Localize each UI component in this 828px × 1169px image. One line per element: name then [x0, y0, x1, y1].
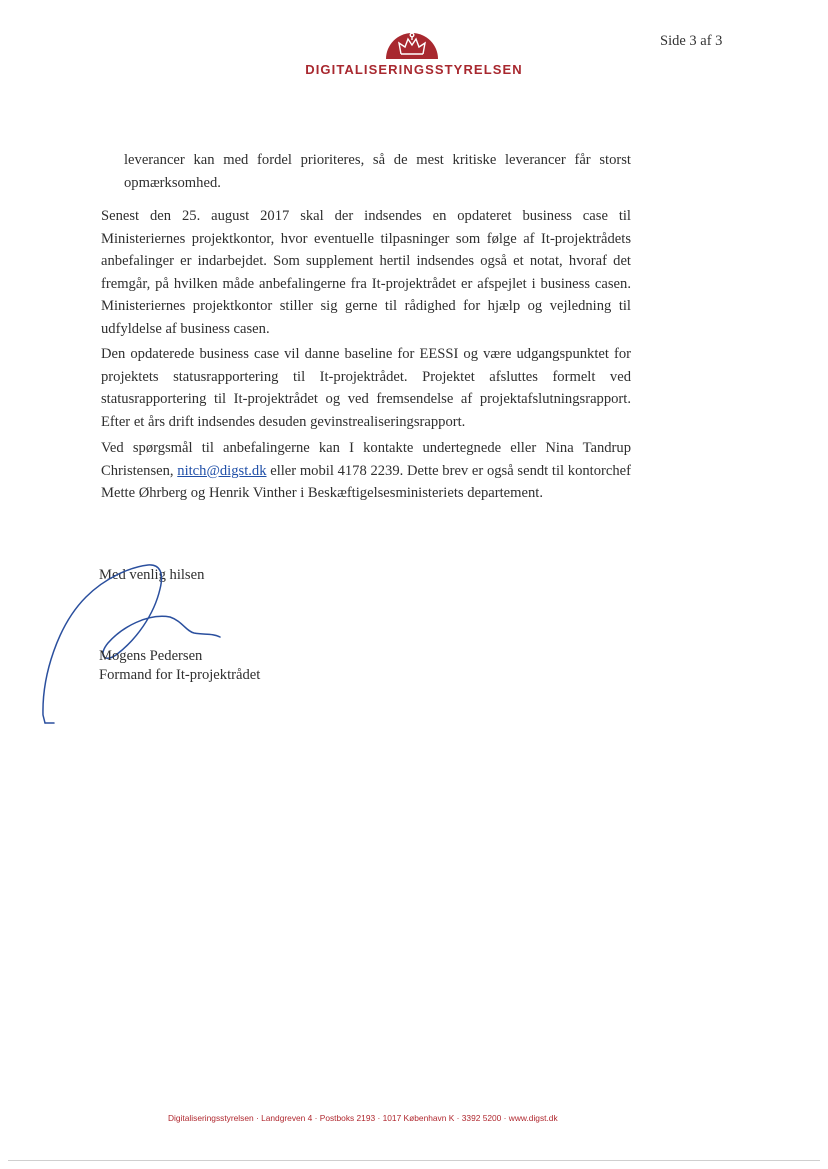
contact-text-end: eller mobil 4178 2239. Dette brev er også sendt til kontorchef Mette Øhrberg og Henrik Vinther i Beskæftigelsesministeriets departement. — [101, 462, 631, 501]
footer-address: Digitaliseringsstyrelsen · Landgreven 4 · Postboks 2193 · 1017 København K · 3392 5200 · www.digst.dk — [168, 1113, 558, 1123]
paragraph-business-case: Senest den 25. august 2017 skal der indsendes en opdateret business case til Ministeriernes projektkontor, hvor eventuelle tilpasninger som følge af It-projektrådets anbefalinger er indarbejdet. Som supplement hertil indsendes også et notat, hvoraf det fremgår, på hvilken måde anbefalingerne fra It-projektrådet er afspejlet i business casen. Ministeriernes projektkontor stiller sig gerne til rådighed for hjælp og vejledning til udfyldelse af business casen. — [101, 208, 631, 337]
crown-icon — [382, 26, 442, 62]
page-bottom-edge — [8, 1160, 820, 1161]
paragraph-baseline: Den opdaterede business case vil danne baseline for EESSI og være udgangspunktet for projektets statusrapportering til It-projektrådet. Projektet afsluttes formelt ved statusrapportering til It-projektrådet og ved fremsendelse af projektafslutningsrapport. Efter et års drift indsendes desuden gevinstrealiseringsrapport. — [101, 346, 631, 430]
organization-name: DIGITALISERINGSSTYRELSEN — [305, 62, 523, 77]
email-link[interactable]: nitch@digst.dk — [177, 462, 267, 479]
closing-greeting: Med venlig hilsen — [99, 567, 205, 583]
continued-paragraph: leverancer kan med fordel prioriteres, så de mest kritiske leverancer får storst opmærksomhed. — [124, 152, 631, 191]
page-number: Side 3 af 3 — [660, 33, 723, 49]
signer-title: Formand for It-projektrådet — [99, 667, 261, 683]
signer-name: Mogens Pedersen — [99, 648, 203, 664]
contact-text-start: Ved spørgsmål til anbefalingerne kan I kontakte undertegnede eller Nina Tandrup Christensen, — [101, 440, 631, 479]
paragraph-contact — [101, 437, 631, 505]
handwritten-signature — [36, 555, 236, 735]
